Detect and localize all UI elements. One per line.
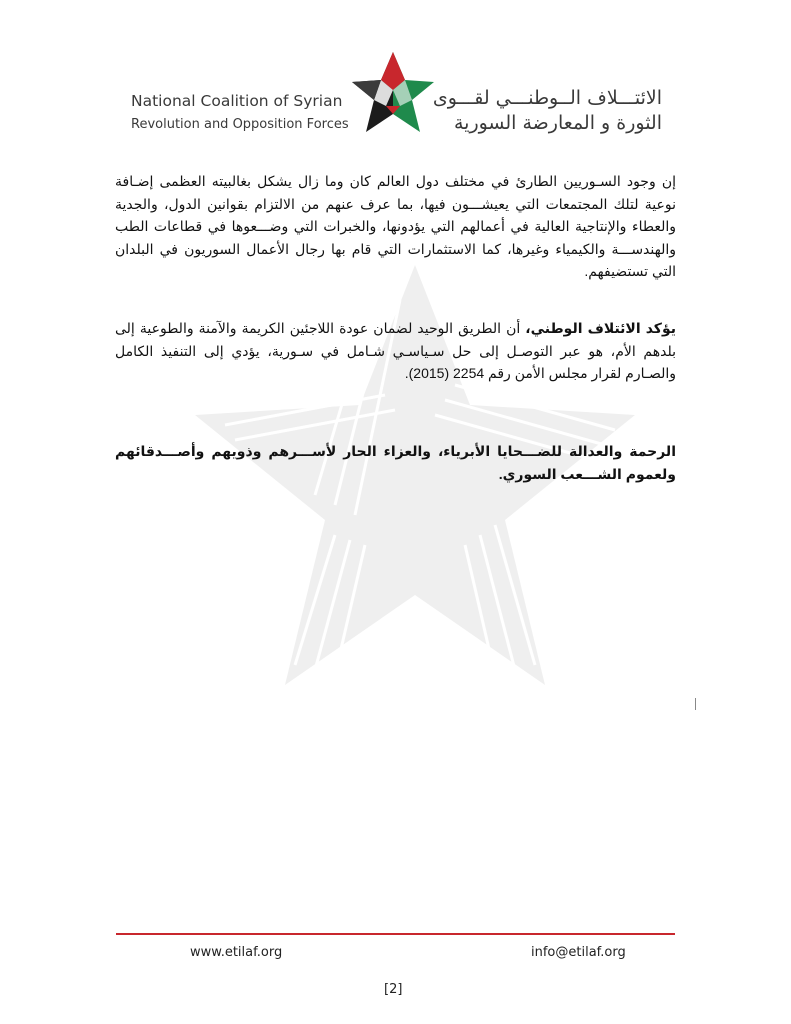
footer-rule xyxy=(116,933,675,935)
org-name-english-line2: Revolution and Opposition Forces xyxy=(131,117,349,132)
paragraph-2-bold-lead: يؤكد الائتلاف الوطني، xyxy=(525,320,676,336)
margin-mark xyxy=(695,698,696,710)
letterhead xyxy=(0,0,791,150)
footer-email-link[interactable]: info@etilaf.org xyxy=(531,945,626,960)
page-number: [2] xyxy=(384,982,403,997)
org-name-arabic-line2: الثورة و المعارضة السورية xyxy=(453,112,662,134)
org-name-english-line1: National Coalition of Syrian xyxy=(131,92,343,110)
org-name-arabic-line1: الائتـــلاف الــوطنـــي لقـــوى xyxy=(432,87,662,109)
coalition-star-logo-icon xyxy=(350,50,436,136)
paragraph-2-text: أن الطريق الوحيد لضمان عودة اللاجئين الكريمة والآمنة والطوعية إلى بلدهم الأم، هو عبر التوصـل إلى حل سـياسـي شـامل في سـورية، يؤدي إلى التنفيذ الكامل والصـارم لقرار مجلس الأمن رقم 2254 (2015). xyxy=(115,320,676,381)
org-name-english xyxy=(131,90,349,135)
footer-website-link[interactable]: www.etilaf.org xyxy=(190,945,283,960)
org-name-arabic xyxy=(432,86,662,136)
paragraph-1: إن وجود السـوريين الطارئ في مختلف دول العالم كان وما زال يشكل بغالبيته العظمى إضـافة نوعية لتلك المجتمعات التي يعيشـــون فيها، بما عرف عنهم من الالتزام بقوانين الدول، والجدية والعطاء والإنتاجية العالية في أعمالهم التي يؤدونها، والخبرات التي وضـــعوها في قطاعات الطب والهندســـة والكيمياء وغيرها، كما الاستثمارات التي قام بها رجال الأعمال السوريون في البلدان التي تستضيفهم. xyxy=(115,173,676,279)
paragraph-3: الرحمة والعدالة للضـــحايا الأبرياء، والعزاء الحار لأســـرهم وذويهم وأصـــدقائهم ولعموم الشـــعب السوري. xyxy=(115,443,676,482)
paragraph-2 xyxy=(115,317,676,385)
